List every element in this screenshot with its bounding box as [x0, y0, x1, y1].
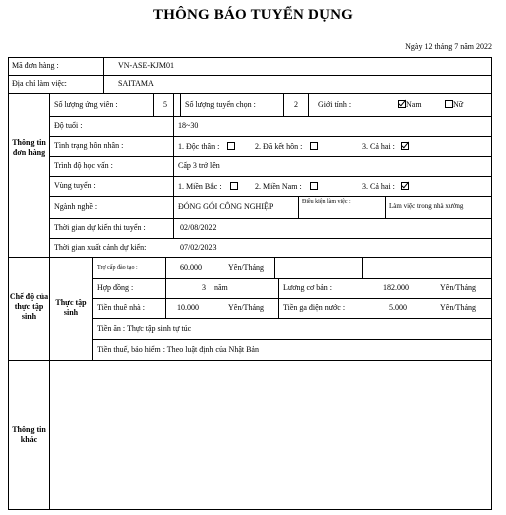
region-option-north[interactable] [178, 182, 238, 191]
region-option-south[interactable] [255, 182, 318, 191]
regime-subtitle: Thực tập sinh [55, 298, 87, 317]
depart-date-label: Thời gian xuất cảnh dự kiến: [54, 243, 147, 252]
other-info-area[interactable] [50, 361, 491, 509]
marital-label: Tình trạng hôn nhân : [54, 141, 124, 150]
selected-label: Số lượng tuyển chọn : [185, 100, 256, 109]
document-title: THÔNG BÁO TUYỂN DỤNG [153, 7, 353, 23]
marital-single-label: 1. Độc thân : [178, 142, 220, 151]
region-south-checkbox[interactable] [310, 182, 318, 190]
exam-date-value: 02/08/2022 [180, 223, 217, 232]
marital-single-checkbox[interactable] [227, 142, 235, 150]
work-condition-label: Điều kiện làm việc : [302, 199, 351, 205]
training-allowance-label: Trợ cấp đào tạo : [97, 265, 138, 271]
rent-value: 10.000 [177, 303, 199, 312]
male-label: Nam [406, 100, 422, 109]
utilities-label: Tiền ga điện nước : [283, 303, 346, 312]
gender-label: Giới tính : [318, 100, 352, 109]
training-allowance-value: 60.000 [180, 263, 202, 272]
regime-section-title: Chế độ của thực tập sinh [9, 292, 49, 321]
exam-date-label: Thời gian dự kiến thi tuyển : [54, 223, 146, 232]
contract-unit: năm [214, 283, 228, 292]
utilities-value: 5.000 [389, 303, 407, 312]
education-value: Cấp 3 trở lên [178, 161, 220, 170]
male-checkbox[interactable] [398, 100, 406, 108]
food-text: Tiền ăn : Thực tập sinh tự túc [97, 324, 192, 333]
region-label: Vùng tuyển : [54, 181, 96, 190]
region-north-label: 1. Miền Bắc : [178, 182, 222, 191]
region-south-label: 2. Miền Nam : [255, 182, 302, 191]
rent-label: Tiền thuê nhà : [97, 303, 145, 312]
marital-option-married[interactable] [255, 142, 318, 151]
education-label: Trình độ học vấn : [54, 161, 113, 170]
region-option-both[interactable] [362, 182, 409, 191]
training-allowance-unit: Yên/Tháng [228, 263, 264, 272]
address-value: SAITAMA [118, 79, 154, 88]
applicants-label: Số lượng ứng viên : [54, 100, 118, 109]
other-section-title: Thông tin khác [12, 425, 46, 444]
marital-both-checkbox[interactable] [401, 142, 409, 150]
region-both-checkbox[interactable] [401, 182, 409, 190]
issue-date: Ngày 12 tháng 7 năm 2022 [405, 42, 492, 51]
work-condition-value: Làm việc trong nhà xưởng [389, 202, 464, 210]
female-checkbox[interactable] [445, 100, 453, 108]
depart-date-value: 07/02/2023 [180, 243, 217, 252]
gender-female-option[interactable] [445, 100, 463, 109]
marital-married-checkbox[interactable] [310, 142, 318, 150]
female-label: Nữ [453, 100, 464, 109]
order-section-title: Thông tin đơn hàng [12, 138, 46, 157]
order-code-value: VN-ASE-KJM01 [118, 61, 174, 70]
tax-insurance-text: Tiền thuế, bảo hiểm : Theo luật định của Nhật Bản [97, 345, 259, 354]
base-salary-label: Lương cơ bản : [283, 283, 333, 292]
base-salary-unit: Yên/Tháng [440, 283, 476, 292]
contract-label: Hợp đồng : [97, 283, 134, 292]
age-label: Độ tuổi : [54, 121, 83, 130]
selected-value: 2 [294, 100, 298, 109]
job-value: ĐÓNG GÓI CÔNG NGHIỆP [178, 202, 274, 211]
marital-option-single[interactable] [178, 142, 235, 151]
marital-both-label: 3. Cả hai : [362, 142, 395, 151]
job-label: Ngành nghề : [54, 202, 98, 211]
region-north-checkbox[interactable] [230, 182, 238, 190]
utilities-unit: Yên/Tháng [440, 303, 476, 312]
contract-value: 3 [202, 283, 206, 292]
base-salary-value: 182.000 [383, 283, 409, 292]
order-code-label: Mã đơn hàng : [12, 61, 59, 70]
age-value: 18~30 [178, 121, 199, 130]
gender-male-option[interactable] [398, 100, 422, 109]
region-both-label: 3. Cả hai : [362, 182, 395, 191]
rent-unit: Yên/Tháng [228, 303, 264, 312]
marital-married-label: 2. Đã kết hôn : [255, 142, 303, 151]
marital-option-both[interactable] [362, 142, 409, 151]
address-label: Địa chỉ làm việc: [12, 79, 67, 88]
applicants-value: 5 [163, 100, 167, 109]
